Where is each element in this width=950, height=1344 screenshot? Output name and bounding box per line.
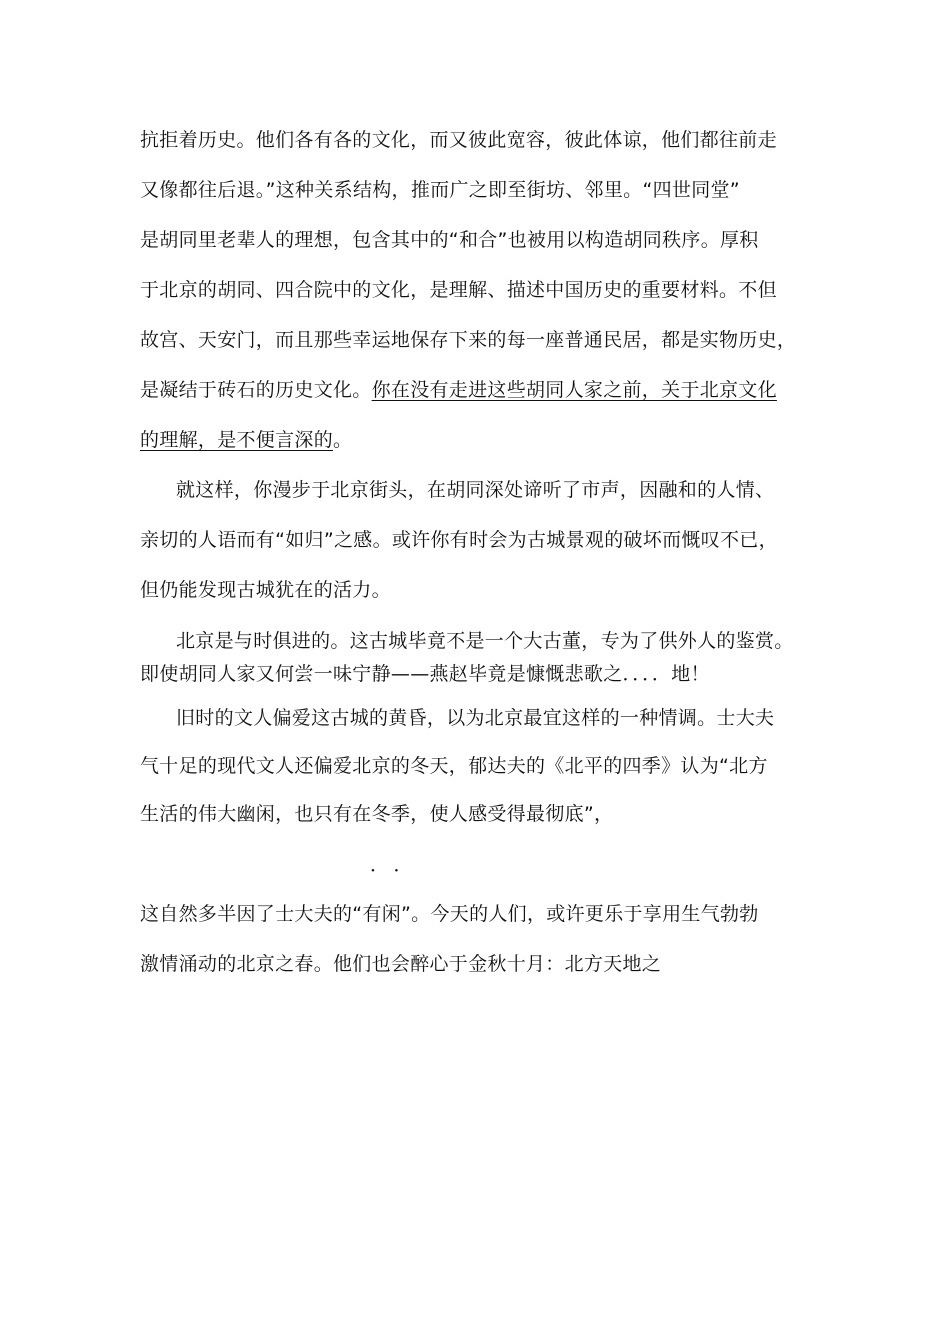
text-line: 即使胡同人家又何尝一味宁静——燕赵毕竟是慷慨悲歌之．．．．地！	[140, 663, 710, 685]
text-line: 但仍能发现古城犹在的活力。	[140, 579, 391, 601]
text-line: 又像都往后退。”这种关系结构，推而广之即至街坊、邻里。“四世同堂”	[140, 179, 740, 201]
text-line: 于北京的胡同、四合院中的文化，是理解、描述中国历史的重要材料。不但	[140, 279, 777, 301]
text-line: 激情涌动的北京之春。他们也会醉心于金秋十月：北方天地之	[140, 953, 662, 975]
paragraph-first-line: 北京是与时俱进的。这古城毕竟不是一个大古董，专为了供外人的鉴赏。	[176, 630, 794, 652]
emphasis-dots: ．．	[370, 854, 427, 876]
text-line	[140, 427, 352, 453]
underlined-text: 的理解，是不便言深的	[140, 429, 334, 451]
text-line: 故宫、天安门，而且那些幸运地保存下来的每一座普通民居，都是实物历史，	[140, 329, 797, 351]
text-line: 抗拒着历史。他们各有各的文化，而又彼此宽容，彼此体谅，他们都往前走	[140, 129, 777, 151]
paragraph-first-line: 旧时的文人偏爱这古城的黄昏，以为北京最宜这样的一种情调。士大夫	[176, 707, 775, 729]
text-span: 。	[333, 429, 353, 451]
text-line: 这自然多半因了士大夫的“有闲”。今天的人们，或许更乐于享用生气勃勃	[140, 903, 759, 925]
text-span: 是凝结于砖石的历史文化。	[140, 379, 372, 401]
text-line: 生活的伟大幽闲，也只有在冬季，使人感受得最彻底”，	[140, 803, 614, 825]
text-line: 亲切的人语而有“如归”之感。或许你有时会为古城景观的破坏而慨叹不已，	[140, 529, 778, 551]
underlined-text: 你在没有走进这些胡同人家之前，关于北京文化	[371, 379, 777, 401]
text-line: 气十足的现代文人还偏爱北京的冬天，郁达夫的《北平的四季》认为“北方	[140, 755, 768, 777]
text-line	[140, 377, 777, 403]
text-line: 是胡同里老辈人的理想，包含其中的“和合”也被用以构造胡同秩序。厚积	[140, 229, 759, 251]
paragraph-first-line: 就这样，你漫步于北京街头，在胡同深处谛听了市声，因融和的人情、	[176, 479, 775, 501]
